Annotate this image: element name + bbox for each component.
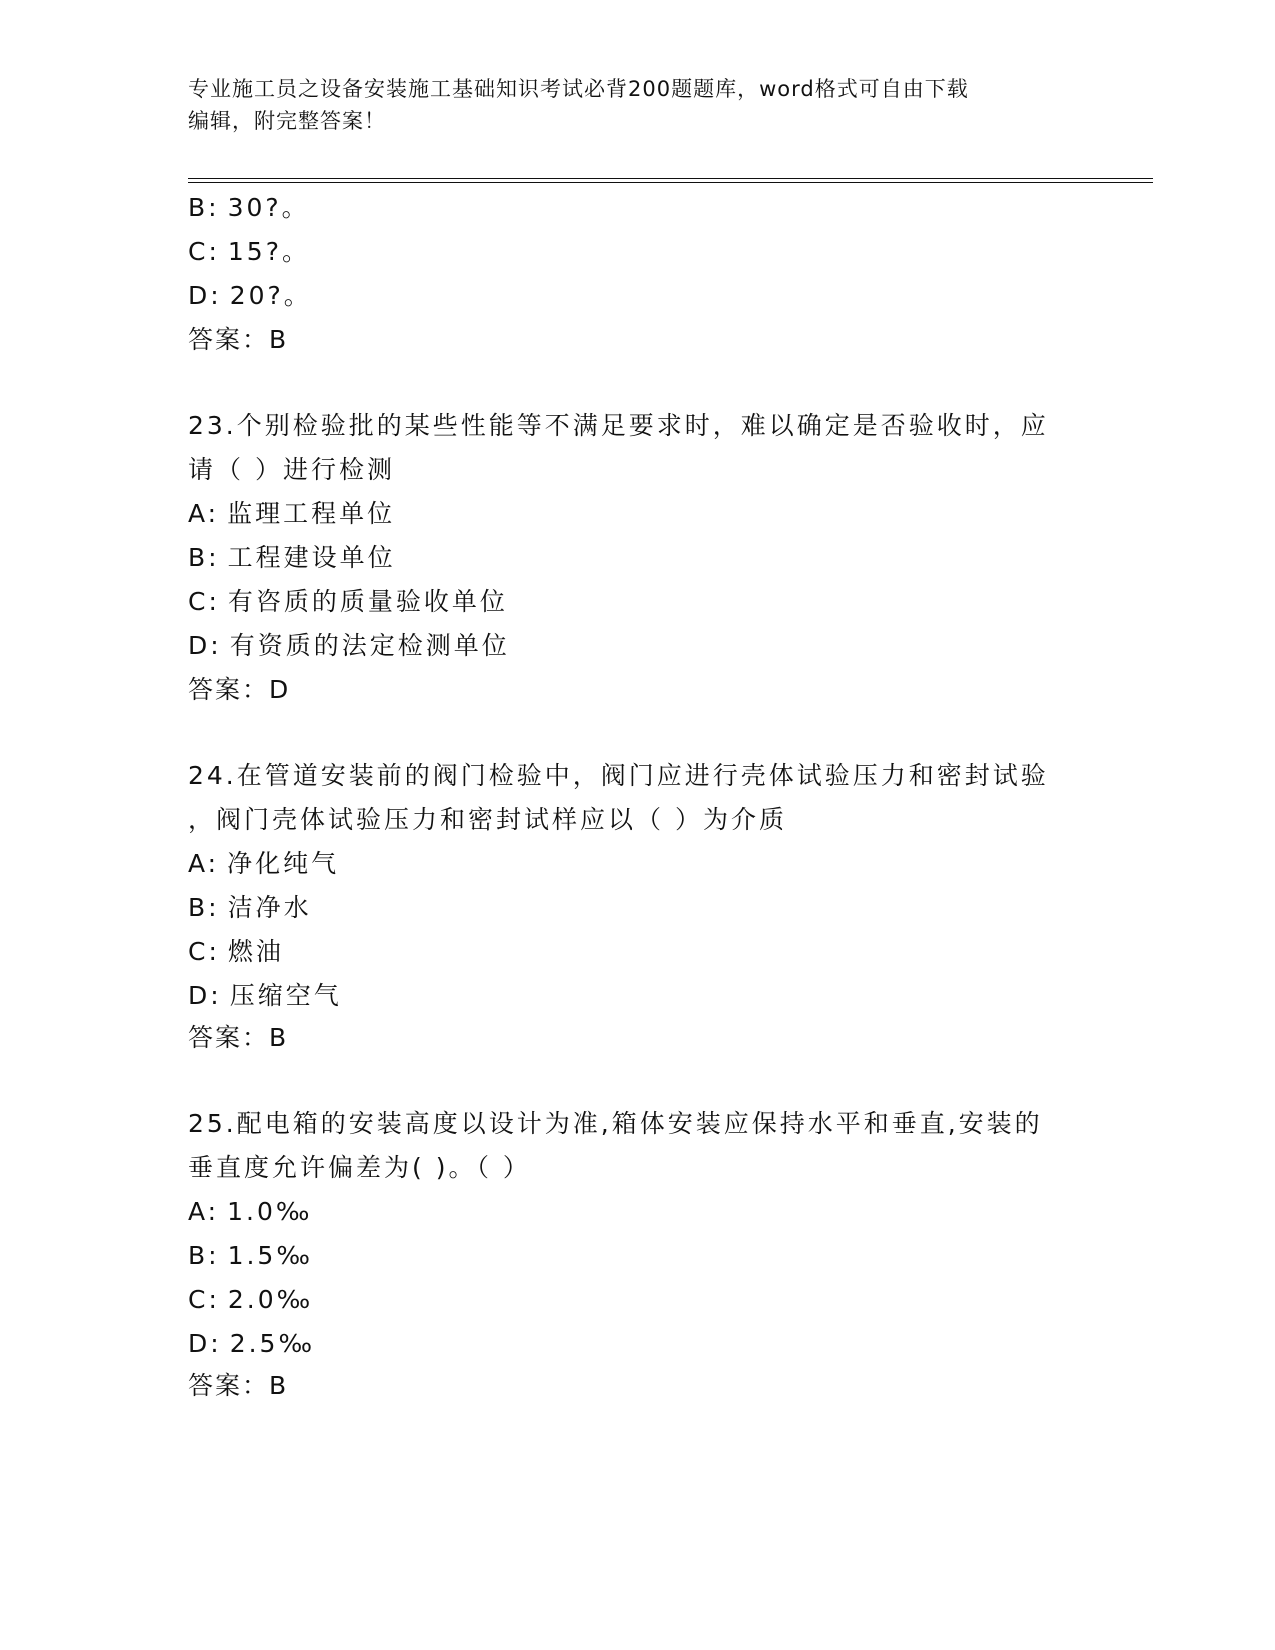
option-label: D: bbox=[188, 281, 222, 310]
option-text: 2.0‰ bbox=[227, 1285, 314, 1314]
option-label: B: bbox=[188, 543, 220, 572]
option-label: D: bbox=[188, 631, 222, 660]
question-24-line2: ，阀门壳体试验压力和密封试样应以（ ）为介质 bbox=[188, 805, 787, 834]
option-label: A: bbox=[188, 1197, 220, 1226]
option-d bbox=[188, 280, 312, 312]
header-divider-bottom bbox=[188, 182, 1153, 183]
option-text: 20?。 bbox=[229, 281, 312, 310]
question-23-line1: 23.个别检验批的某些性能等不满足要求时，难以确定是否验收时，应 bbox=[188, 411, 1049, 440]
option-b bbox=[188, 892, 312, 924]
option-b bbox=[188, 1240, 313, 1272]
option-b bbox=[188, 542, 396, 574]
option-c bbox=[188, 586, 508, 618]
question-25-line1: 25.配电箱的安装高度以设计为准,箱体安装应保持水平和垂直,安装的 bbox=[188, 1109, 1043, 1138]
option-text: 有资质的法定检测单位 bbox=[229, 631, 510, 660]
option-label: B: bbox=[188, 193, 220, 222]
option-c bbox=[188, 236, 310, 268]
option-label: A: bbox=[188, 849, 220, 878]
option-text: 压缩空气 bbox=[229, 981, 342, 1010]
option-a bbox=[188, 848, 339, 880]
answer: 答案：B bbox=[188, 1371, 289, 1400]
document-header bbox=[188, 73, 1068, 137]
option-text: 30?。 bbox=[227, 193, 310, 222]
answer: 答案：B bbox=[188, 1023, 289, 1052]
option-text: 15?。 bbox=[227, 237, 310, 266]
option-b bbox=[188, 192, 310, 224]
option-c bbox=[188, 1284, 313, 1316]
question-24-line1: 24.在管道安装前的阀门检验中，阀门应进行壳体试验压力和密封试验 bbox=[188, 761, 1049, 790]
option-a bbox=[188, 498, 395, 530]
option-text: 1.5‰ bbox=[227, 1241, 313, 1270]
option-label: D: bbox=[188, 1329, 222, 1358]
option-d bbox=[188, 630, 510, 662]
header-title-line1: 专业施工员之设备安装施工基础知识考试必背200题题库，word格式可自由下载 bbox=[188, 77, 969, 101]
option-a bbox=[188, 1196, 312, 1228]
option-text: 工程建设单位 bbox=[227, 543, 396, 572]
header-divider-top bbox=[188, 178, 1153, 179]
option-label: B: bbox=[188, 893, 220, 922]
option-d bbox=[188, 980, 342, 1012]
option-label: D: bbox=[188, 981, 222, 1010]
option-c bbox=[188, 936, 284, 968]
option-text: 净化纯气 bbox=[227, 849, 340, 878]
option-text: 2.5‰ bbox=[229, 1329, 315, 1358]
answer: 答案：B bbox=[188, 325, 289, 354]
option-label: B: bbox=[188, 1241, 220, 1270]
option-text: 洁净水 bbox=[227, 893, 312, 922]
option-text: 监理工程单位 bbox=[227, 499, 396, 528]
option-text: 燃油 bbox=[227, 937, 284, 966]
option-text: 1.0‰ bbox=[227, 1197, 313, 1226]
answer: 答案：D bbox=[188, 675, 291, 704]
option-label: C: bbox=[188, 937, 220, 966]
option-label: C: bbox=[188, 587, 220, 616]
option-d bbox=[188, 1328, 315, 1360]
option-label: A: bbox=[188, 499, 220, 528]
option-label: C: bbox=[188, 237, 220, 266]
question-23-line2: 请（ ）进行检测 bbox=[188, 455, 395, 484]
question-25-line2: 垂直度允许偏差为( )。（ ） bbox=[188, 1153, 531, 1182]
header-title-line2: 编辑，附完整答案！ bbox=[188, 109, 386, 133]
option-text: 有咨质的质量验收单位 bbox=[227, 587, 508, 616]
option-label: C: bbox=[188, 1285, 220, 1314]
